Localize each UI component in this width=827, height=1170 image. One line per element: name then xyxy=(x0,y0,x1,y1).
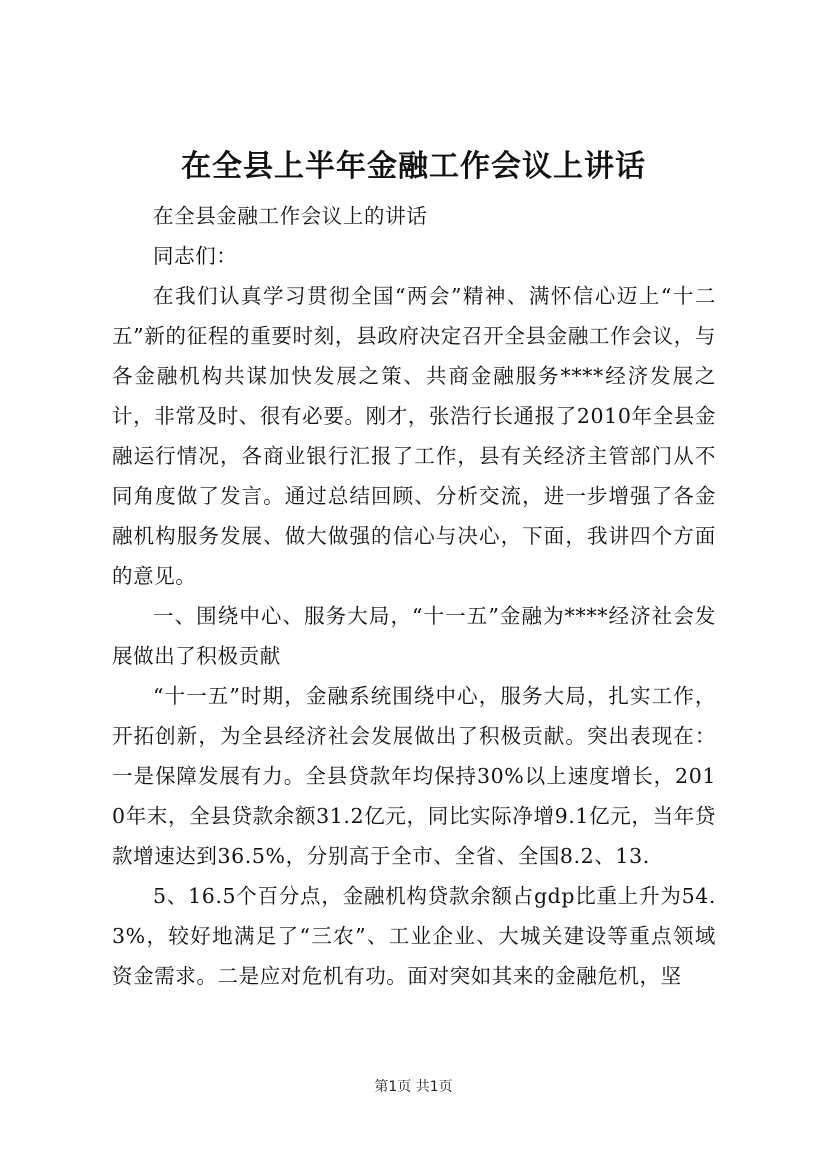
paragraph-opening: 在我们认真学习贯彻全国“两会”精神、满怀信心迈上“十二五”新的征程的重要时刻，县政府决定召开全县金融工作会议，与各金融机构共谋加快发展之策、共商金融服务****经济发展之计，非常及时、很有必要。刚才，张浩行长通报了2010年全县金融运行情况，各商业银行汇报了工作，县有关经济主管部门从不同角度做了发言。通过总结回顾、分析交流，进一步增强了各金融机构服务发展、做大做强的信心与决心，下面，我讲四个方面的意见。 xyxy=(112,284,716,588)
document-title: 在全县上半年金融工作会议上讲话 xyxy=(181,149,646,184)
paragraph-section-heading: 一、围绕中心、服务大局，“十一五”金融为****经济社会发展做出了积极贡献 xyxy=(112,604,716,668)
paragraph-subtitle: 在全县金融工作会议上的讲话 xyxy=(153,204,428,228)
document-body xyxy=(112,196,716,996)
page-footer: 第1页 共1页 xyxy=(374,1079,453,1095)
paragraph-continuation: 5、16.5个百分点，金融机构贷款余额占gdp比重上升为54.3%，较好地满足了“三农”、工业企业、大城关建设等重点领域资金需求。二是应对危机有功。面对突如其来的金融危机，坚 xyxy=(112,884,716,988)
paragraph-salutation: 同志们： xyxy=(153,244,238,268)
paragraph-section-body: “十一五”时期，金融系统围绕中心，服务大局，扎实工作，开拓创新，为全县经济社会发展做出了积极贡献。突出表现在：一是保障发展有力。全县贷款年均保持30%以上速度增长，2010年末，全县贷款余额31.2亿元，同比实际净增9.1亿元，当年贷款增速达到36.5%，分别高于全市、全省、全国8.2、13. xyxy=(112,684,716,868)
